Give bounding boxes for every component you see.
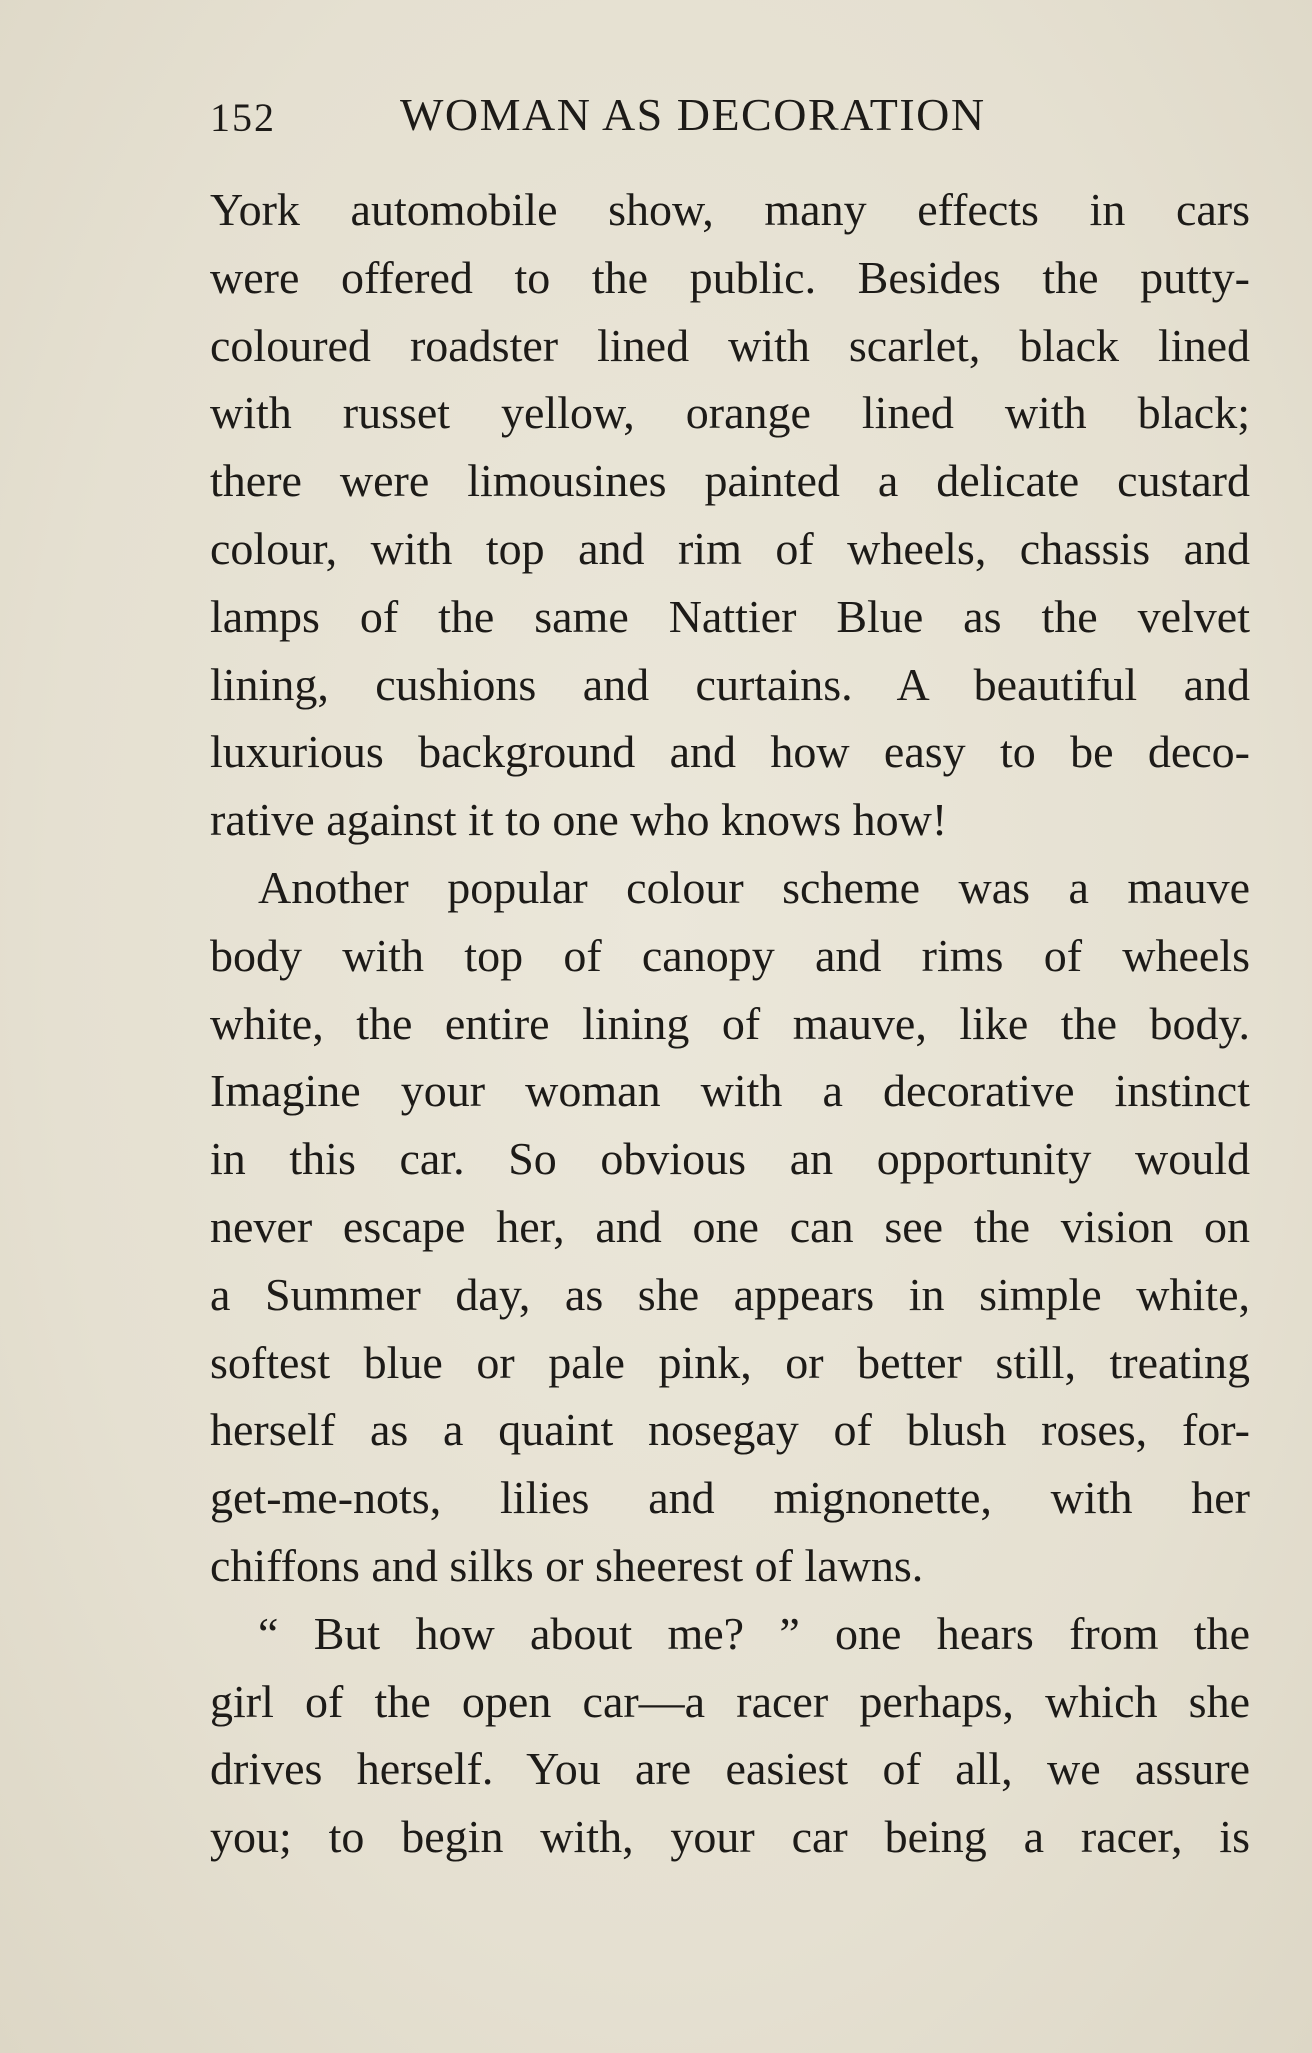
text-line: you; to begin with, your car being a racer, is xyxy=(210,1811,1250,1863)
text-line: rative against it to one who knows how! xyxy=(210,794,948,846)
text-line: chiffons and silks or sheerest of lawns. xyxy=(210,1539,924,1591)
text-line: Imagine your woman with a decorative instinct xyxy=(210,1065,1250,1117)
body-text xyxy=(210,176,1250,1871)
text-line: Another popular colour scheme was a mauve xyxy=(258,861,1250,913)
text-line: a Summer day, as she appears in simple white, xyxy=(210,1268,1250,1320)
running-head-title: WOMAN AS DECORATION xyxy=(400,89,986,140)
text-line: in this car. So obvious an opportunity would xyxy=(210,1133,1250,1185)
text-line: York automobile show, many effects in cars xyxy=(210,184,1250,235)
text-line: girl of the open car—a racer perhaps, which she xyxy=(210,1675,1250,1727)
text-line: were offered to the public. Besides the putty- xyxy=(210,251,1250,303)
running-head xyxy=(210,88,1250,148)
text-line: body with top of canopy and rims of wheels xyxy=(210,929,1250,981)
text-line: with russet yellow, orange lined with black; xyxy=(210,387,1250,439)
text-line: white, the entire lining of mauve, like the body. xyxy=(210,997,1250,1049)
page-number: 152 xyxy=(210,95,276,140)
text-line: luxurious background and how easy to be deco- xyxy=(210,726,1250,778)
text-line: “ But how about me? ” one hears from the xyxy=(258,1607,1250,1659)
text-line: there were limousines painted a delicate custard xyxy=(210,455,1250,507)
text-line: lining, cushions and curtains. A beautiful and xyxy=(210,658,1250,710)
text-line: never escape her, and one can see the vision on xyxy=(210,1200,1250,1252)
text-line: lamps of the same Nattier Blue as the velvet xyxy=(210,590,1250,642)
text-line: colour, with top and rim of wheels, chassis and xyxy=(210,522,1250,574)
text-line: coloured roadster lined with scarlet, black lined xyxy=(210,319,1250,371)
text-line: herself as a quaint nosegay of blush roses, for- xyxy=(210,1404,1250,1456)
text-line: drives herself. You are easiest of all, we assure xyxy=(210,1743,1250,1795)
text-line: get-me-nots, lilies and mignonette, with her xyxy=(210,1472,1250,1524)
text-line: softest blue or pale pink, or better still, treating xyxy=(210,1336,1250,1388)
